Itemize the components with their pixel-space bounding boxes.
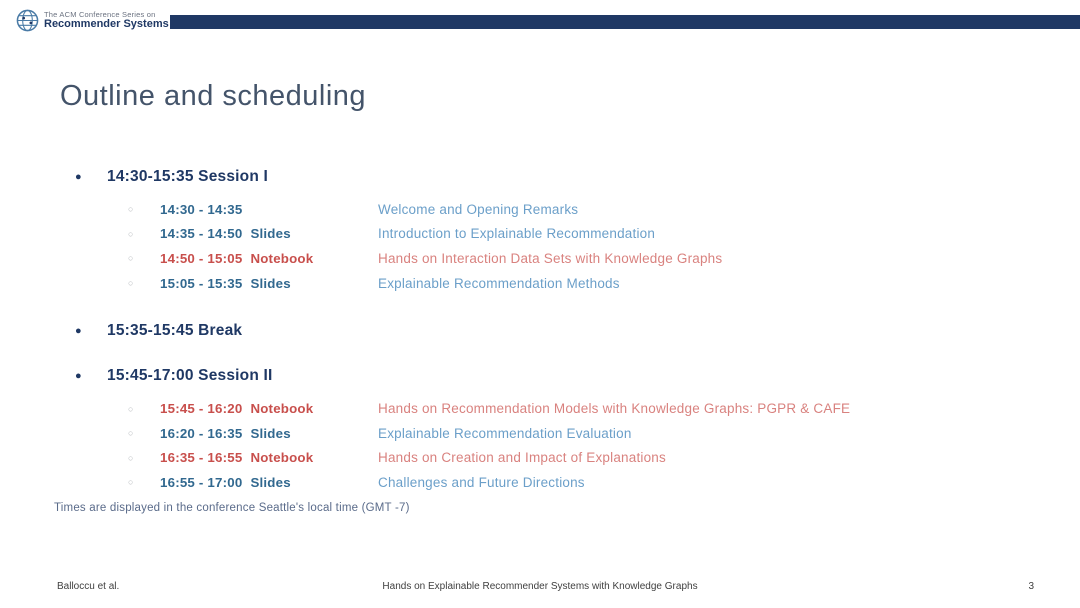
- schedule-row: [75, 246, 1065, 271]
- bullet-icon: ●: [75, 171, 82, 183]
- logo-tagline: The ACM Conference Series on: [44, 9, 156, 19]
- row-time: 14:35 - 14:50: [160, 226, 243, 242]
- globe-icon: [16, 9, 39, 32]
- row-time: 14:50 - 15:05: [160, 250, 243, 266]
- row-time: 15:45 - 16:20: [160, 401, 243, 417]
- section-heading: [75, 367, 1065, 385]
- row-times: [160, 401, 378, 416]
- schedule-row: [75, 222, 1065, 247]
- schedule-row: [75, 271, 1065, 296]
- logo-text: [44, 11, 169, 30]
- schedule-row: [75, 421, 1065, 446]
- circle-bullet-icon: ○: [128, 204, 134, 215]
- section-heading: [75, 322, 1065, 340]
- row-times: [160, 426, 378, 441]
- row-title: Hands on Interaction Data Sets with Knowledge Graphs: [378, 250, 723, 266]
- row-type-label: Notebook: [250, 450, 314, 466]
- section-heading: [75, 168, 1065, 186]
- row-times: [160, 226, 378, 241]
- row-type-label: Slides: [250, 425, 291, 441]
- schedule-row: [75, 396, 1065, 421]
- section-heading-label: 15:35-15:45 Break: [107, 322, 243, 340]
- bullet-icon: ●: [75, 325, 82, 338]
- circle-bullet-icon: ○: [128, 477, 134, 488]
- circle-bullet-icon: ○: [128, 228, 134, 239]
- schedule-section: [75, 168, 1065, 295]
- row-type-label: Notebook: [250, 250, 314, 266]
- schedule-row: [75, 446, 1065, 471]
- row-times: [160, 202, 378, 217]
- page-number: 3: [1028, 581, 1034, 592]
- row-times: [160, 251, 378, 266]
- row-times: [160, 475, 378, 490]
- schedule-row: [75, 470, 1065, 495]
- row-time: 15:05 - 15:35: [160, 275, 243, 291]
- row-type-label: Slides: [250, 226, 291, 242]
- slide-footer: [0, 581, 1080, 597]
- row-title: Hands on Creation and Impact of Explanations: [378, 450, 666, 466]
- section-heading-label: 15:45-17:00 Session II: [107, 367, 273, 385]
- row-type-label: Slides: [250, 474, 291, 490]
- row-title: Hands on Recommendation Models with Knowledge Graphs: PGPR & CAFE: [378, 401, 851, 417]
- row-title: Challenges and Future Directions: [378, 474, 585, 490]
- section-heading-label: 14:30-15:35 Session I: [107, 168, 269, 185]
- row-title: Welcome and Opening Remarks: [378, 201, 579, 217]
- row-time: 16:35 - 16:55: [160, 450, 243, 466]
- circle-bullet-icon: ○: [128, 253, 134, 264]
- circle-bullet-icon: ○: [128, 428, 134, 439]
- schedule-section: [75, 367, 1065, 494]
- bullet-icon: ●: [75, 370, 82, 383]
- row-title: Introduction to Explainable Recommendation: [378, 226, 656, 242]
- footer-authors: Balloccu et al.: [57, 581, 120, 592]
- logo-title: Recommender Systems: [44, 17, 169, 30]
- schedule-outline: [75, 168, 1065, 495]
- circle-bullet-icon: ○: [128, 403, 134, 414]
- row-times: [160, 276, 378, 291]
- row-time: 16:20 - 16:35: [160, 425, 243, 441]
- circle-bullet-icon: ○: [128, 278, 134, 289]
- row-type-label: Slides: [250, 275, 291, 291]
- page-title: Outline and scheduling: [60, 80, 367, 112]
- timezone-note: Times are displayed in the conference Seattle's local time (GMT -7): [54, 502, 410, 514]
- row-times: [160, 450, 378, 465]
- footer-title: Hands on Explainable Recommender Systems with Knowledge Graphs: [382, 581, 698, 592]
- row-title: Explainable Recommendation Evaluation: [378, 425, 632, 441]
- row-time: 14:30 - 14:35: [160, 201, 243, 217]
- recsys-logo: [16, 9, 169, 32]
- row-title: Explainable Recommendation Methods: [378, 275, 620, 291]
- circle-bullet-icon: ○: [128, 452, 134, 463]
- schedule-section: [75, 322, 1065, 340]
- row-type-label: Notebook: [250, 401, 314, 417]
- row-time: 16:55 - 17:00: [160, 474, 243, 490]
- header-bar: [170, 15, 1080, 29]
- schedule-row: [75, 197, 1065, 222]
